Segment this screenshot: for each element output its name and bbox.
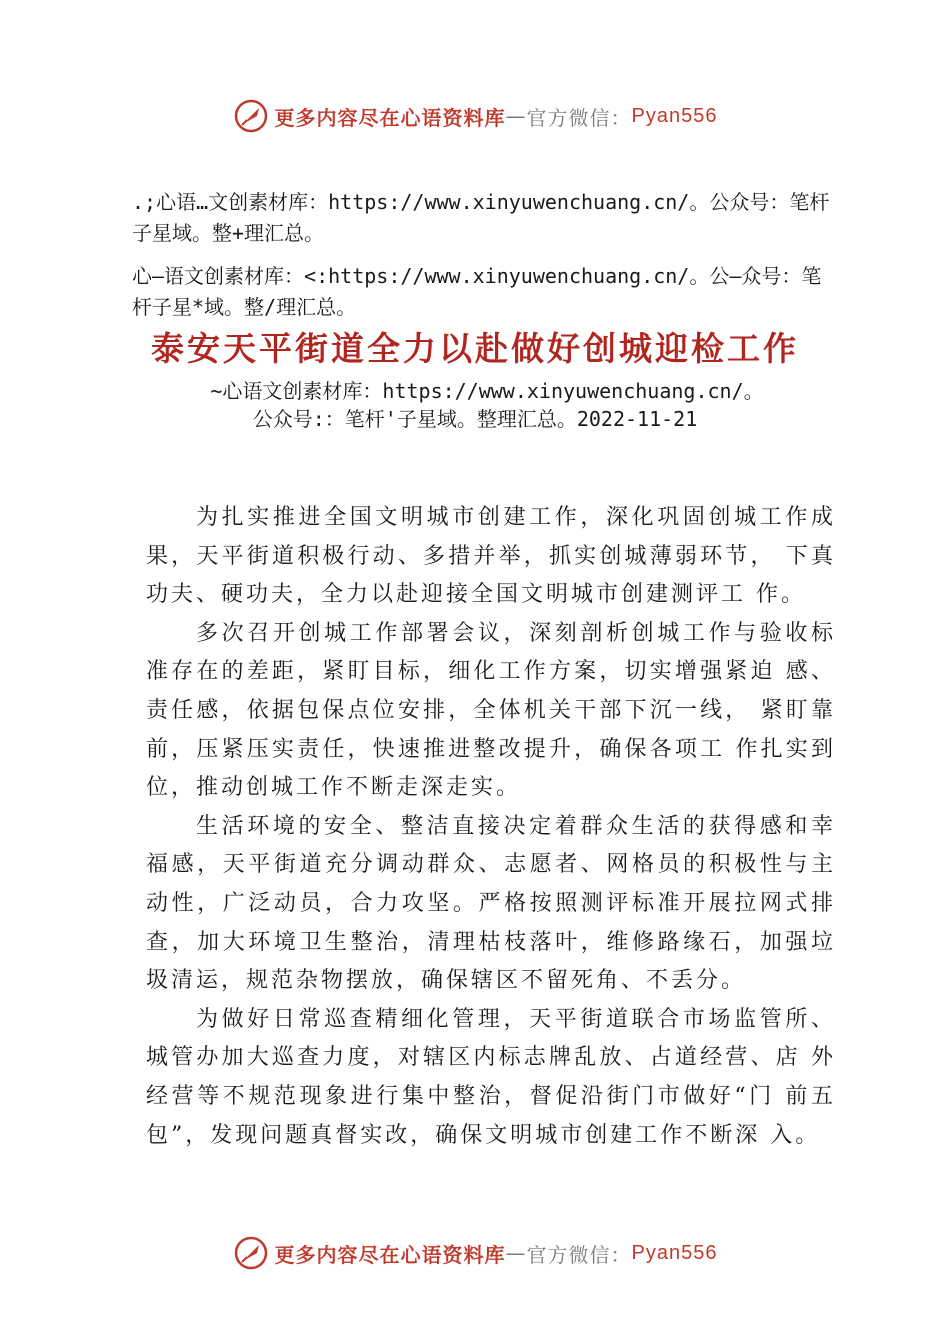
paragraph: 多次召开创城工作部署会议，深刻剖析创城工作与验收标准存在的差距，紧盯目标，细化工作方案，切实增强紧迫 感、责任感，依据包保点位安排，全体机关干部下沉一线， 紧盯靠前，压紧压实责任，快速推进整改提升，确保各项工 作扎实到位，推动创城工作不断走深走实。 — [146, 620, 836, 801]
subtitle-line-2: 公众号:：笔杆'子星域。整理汇总。2022-11-21 — [252, 407, 698, 431]
wechat-id: Pyan556 — [631, 104, 718, 127]
wechat-id: Pyan556 — [631, 1241, 718, 1264]
watermark-separator: — — [505, 104, 527, 128]
wechat-label: 官方微信： — [526, 105, 632, 130]
quill-logo-icon — [233, 98, 269, 134]
paragraph: 为扎实推进全国文明城市创建工作，深化巩固创城工作成果，天平街道积极行动、多措并举，抓实创城薄弱环节， 下真功夫、硬功夫，全力以赴迎接全国文明城市创建测评工 作。 — [146, 505, 836, 608]
document-title: 泰安天平街道全力以赴做好创城迎检工作 — [151, 329, 799, 368]
meta-line-1: .;心语…文创素材库：https://www.xinyuwenchuang.cn/。公众号：笔杆子星域。整+理汇总。 — [132, 190, 830, 245]
article-body — [146, 499, 836, 1155]
paragraph: 为做好日常巡查精细化管理，天平街道联合市场监管所、城管办加大巡查力度，对辖区内标志牌乱放、占道经营、店 外经营等不规范现象进行集中整治，督促沿街门市做好“门 前五包”，发现问题真督实改，确保文明城市创建工作不断深 入。 — [146, 1006, 836, 1148]
watermark-separator: — — [505, 1241, 527, 1265]
quill-logo-icon — [233, 1235, 269, 1271]
watermark-banner-bottom — [0, 1233, 950, 1273]
paragraph: 生活环境的安全、整洁直接决定着群众生活的获得感和幸福感，天平街道充分调动群众、志愿者、网格员的积极性与主动性，广泛动员，合力攻坚。严格按照测评标准开展拉网式排查，加大环境卫生整治，清理枯枝落叶，维修路缘石，加强垃圾清运，规范杂物摆放，确保辖区不留死角、不丢分。 — [146, 813, 836, 994]
subtitle-line-1: ~心语文创素材库：https://www.xinyuwenchuang.cn/。 — [210, 379, 764, 403]
watermark-text: 更多内容尽在心语资料库 — [274, 105, 506, 130]
watermark-banner-top — [0, 96, 950, 136]
meta-line-2: 心—语文创素材库：<:https://www.xinyuwenchuang.cn/。公—众号：笔杆子星*域。整/理汇总。 — [132, 264, 822, 319]
wechat-label: 官方微信： — [526, 1242, 632, 1267]
watermark-text: 更多内容尽在心语资料库 — [274, 1242, 506, 1267]
